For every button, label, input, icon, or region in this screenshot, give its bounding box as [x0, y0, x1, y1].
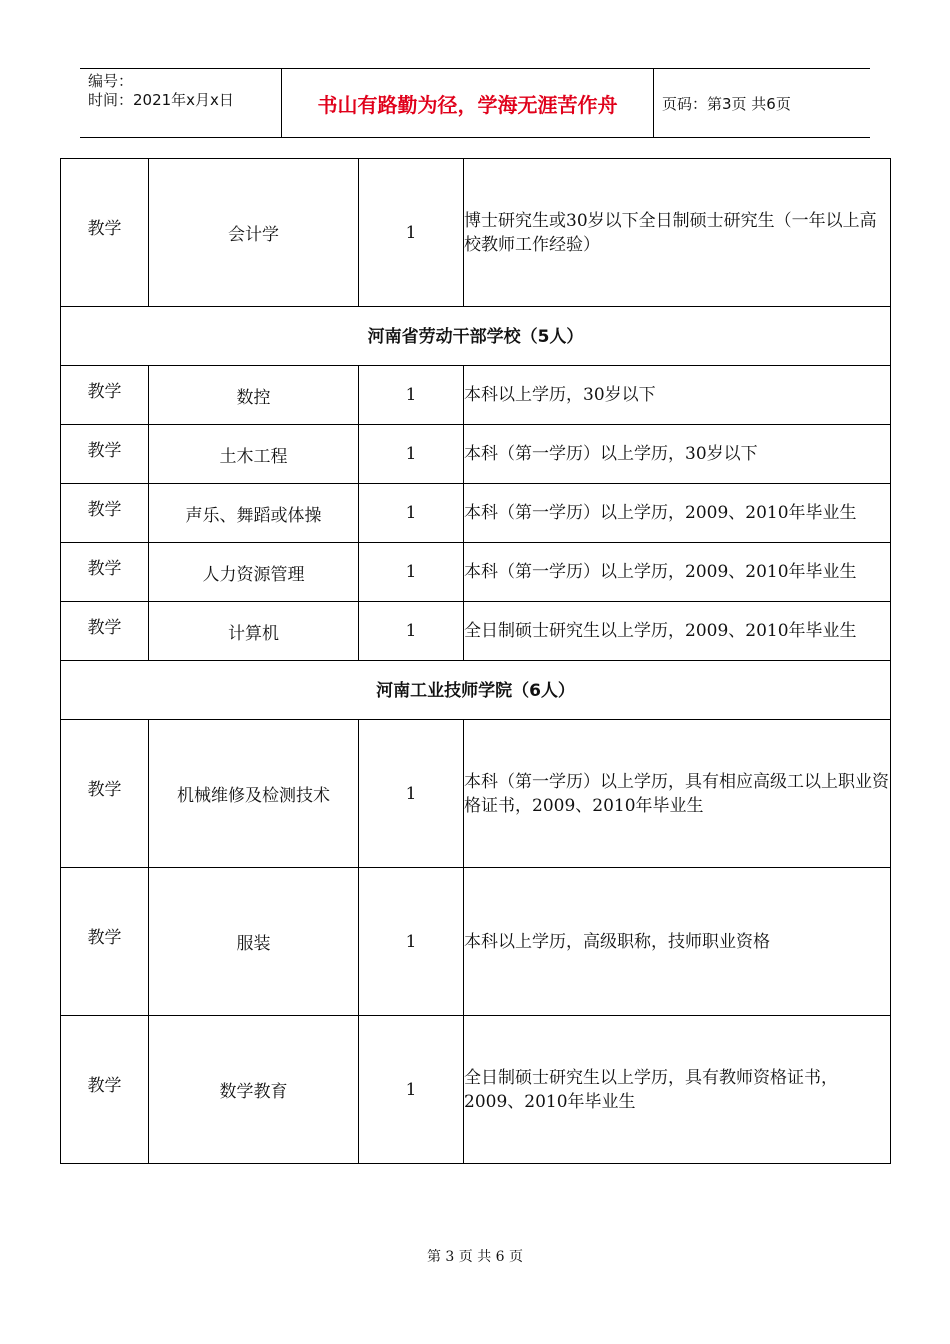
count-cell: 1	[359, 425, 464, 484]
category-cell: 教学	[61, 868, 149, 1016]
requirement-cell: 本科以上学历，高级职称，技师职业资格	[464, 868, 891, 1016]
major-cell: 数学教育	[149, 1016, 359, 1164]
page-footer: 第 3 页 共 6 页	[426, 1249, 524, 1265]
page-header	[80, 68, 870, 138]
category-cell: 教学	[61, 484, 149, 543]
table-row	[61, 159, 891, 307]
major-cell: 声乐、舞蹈或体操	[149, 484, 359, 543]
table-row	[61, 1016, 891, 1164]
category-cell: 教学	[61, 543, 149, 602]
category-cell: 教学	[61, 1016, 149, 1164]
category-cell: 教学	[61, 159, 149, 307]
table-row	[61, 484, 891, 543]
requirement-cell: 本科以上学历，30岁以下	[464, 366, 891, 425]
table-row	[61, 543, 891, 602]
count-cell: 1	[359, 602, 464, 661]
number-label: 编号：	[88, 72, 134, 90]
section-title: 河南省劳动干部学校（5人）	[61, 307, 891, 366]
requirement-cell: 本科（第一学历）以上学历，具有相应高级工以上职业资格证书，2009、2010年毕业生	[464, 720, 891, 868]
header-page-info: 页码：第3页 共6页	[662, 94, 791, 113]
major-cell: 计算机	[149, 602, 359, 661]
time-label: 时间：2021年x月x日	[88, 91, 234, 109]
requirement-cell: 本科（第一学历）以上学历，30岁以下	[464, 425, 891, 484]
category-cell: 教学	[61, 602, 149, 661]
major-cell: 服装	[149, 868, 359, 1016]
category-cell: 教学	[61, 425, 149, 484]
major-cell: 机械维修及检测技术	[149, 720, 359, 868]
section-title: 河南工业技师学院（6人）	[61, 661, 891, 720]
requirement-cell: 博士研究生或30岁以下全日制硕士研究生（一年以上高校教师工作经验）	[464, 159, 891, 307]
requirement-cell: 本科（第一学历）以上学历，2009、2010年毕业生	[464, 484, 891, 543]
count-cell: 1	[359, 868, 464, 1016]
requirement-cell: 全日制硕士研究生以上学历，具有教师资格证书，2009、2010年毕业生	[464, 1016, 891, 1164]
header-motto: 书山有路勤为径，学海无涯苦作舟	[282, 69, 654, 137]
table-row	[61, 720, 891, 868]
count-cell: 1	[359, 159, 464, 307]
table-row	[61, 602, 891, 661]
count-cell: 1	[359, 366, 464, 425]
major-cell: 数控	[149, 366, 359, 425]
major-cell: 土木工程	[149, 425, 359, 484]
major-cell: 人力资源管理	[149, 543, 359, 602]
major-cell: 会计学	[149, 159, 359, 307]
count-cell: 1	[359, 543, 464, 602]
header-meta	[80, 69, 282, 137]
recruitment-table	[60, 158, 891, 1164]
count-cell: 1	[359, 484, 464, 543]
requirement-cell: 全日制硕士研究生以上学历，2009、2010年毕业生	[464, 602, 891, 661]
section-row	[61, 661, 891, 720]
category-cell: 教学	[61, 720, 149, 868]
section-row	[61, 307, 891, 366]
count-cell: 1	[359, 1016, 464, 1164]
table-row	[61, 366, 891, 425]
requirement-cell: 本科（第一学历）以上学历，2009、2010年毕业生	[464, 543, 891, 602]
count-cell: 1	[359, 720, 464, 868]
category-cell: 教学	[61, 366, 149, 425]
table-row	[61, 868, 891, 1016]
table-row	[61, 425, 891, 484]
